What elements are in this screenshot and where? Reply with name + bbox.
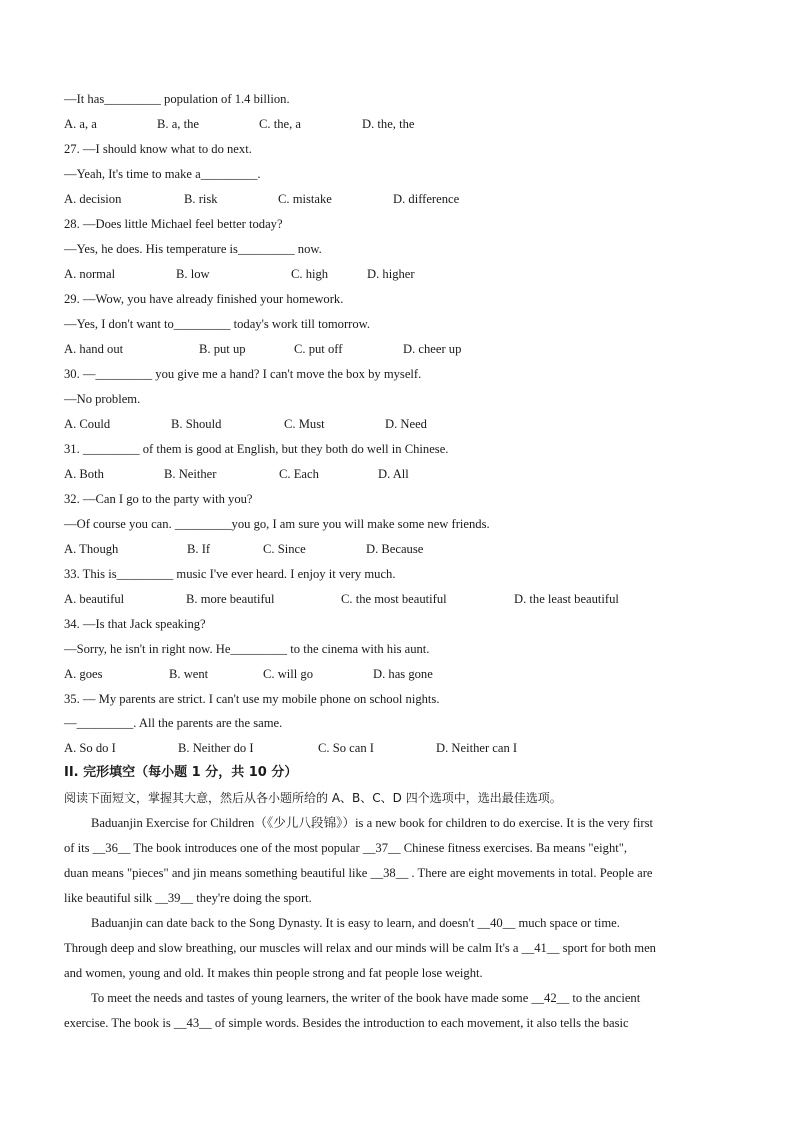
option-b: B. If bbox=[187, 542, 211, 556]
option-b: B. more beautiful bbox=[186, 592, 275, 606]
option-d: D. Neither can I bbox=[436, 741, 518, 755]
question-27-reply: —Yeah, It's time to make a_________. bbox=[64, 167, 261, 181]
option-a: A. Both bbox=[64, 467, 104, 481]
question-30-options bbox=[64, 413, 744, 435]
passage-line: duan means "pieces" and jin means something beautiful like __38__ . There are eight movements in total. People are bbox=[64, 866, 653, 880]
question-32-options bbox=[64, 538, 744, 560]
question-34-stem: 34. —Is that Jack speaking? bbox=[64, 617, 206, 631]
option-b: B. Neither do I bbox=[178, 741, 254, 755]
option-c: C. So can I bbox=[318, 741, 374, 755]
question-29-stem: 29. —Wow, you have already finished your homework. bbox=[64, 292, 344, 306]
option-d: D. higher bbox=[367, 267, 415, 281]
option-c: C. mistake bbox=[278, 192, 332, 206]
option-b: B. a, the bbox=[157, 117, 199, 131]
passage-line: To meet the needs and tastes of young learners, the writer of the book have made some __42__ to the ancient bbox=[91, 991, 641, 1005]
option-a: A. goes bbox=[64, 667, 103, 681]
question-33-stem: 33. This is_________ music I've ever heard. I enjoy it very much. bbox=[64, 567, 396, 581]
question-30-reply: —No problem. bbox=[64, 392, 141, 406]
option-a: A. So do I bbox=[64, 741, 116, 755]
option-c: C. will go bbox=[263, 667, 314, 681]
option-c: C. high bbox=[291, 267, 329, 281]
passage-line: exercise. The book is __43__ of simple words. Besides the introduction to each movement, it also tells the basic bbox=[64, 1016, 629, 1030]
option-a: A. decision bbox=[64, 192, 122, 206]
option-b: B. put up bbox=[199, 342, 246, 356]
passage-line: Baduanjin can date back to the Song Dynasty. It is easy to learn, and doesn't __40__ much space or time. bbox=[91, 916, 620, 930]
option-a: A. normal bbox=[64, 267, 116, 281]
question-32-stem: 32. —Can I go to the party with you? bbox=[64, 492, 253, 506]
question-35-stem: 35. — My parents are strict. I can't use my mobile phone on school nights. bbox=[64, 692, 440, 706]
option-d: D. Because bbox=[366, 542, 424, 556]
option-c: C. the most beautiful bbox=[341, 592, 447, 606]
option-a: A. Could bbox=[64, 417, 111, 431]
option-c: C. Since bbox=[263, 542, 306, 556]
option-d: D. the least beautiful bbox=[514, 592, 619, 606]
option-d: D. Need bbox=[385, 417, 427, 431]
option-a: A. Though bbox=[64, 542, 119, 556]
option-c: C. the, a bbox=[259, 117, 301, 131]
question-29-options bbox=[64, 338, 744, 360]
option-b: B. low bbox=[176, 267, 210, 281]
passage-line: of its __36__ The book introduces one of the most popular __37__ Chinese fitness exercises. Ba means "eight", bbox=[64, 841, 628, 855]
option-c: C. Must bbox=[284, 417, 325, 431]
question-28-stem: 28. —Does little Michael feel better today? bbox=[64, 217, 283, 231]
question-28-reply: —Yes, he does. His temperature is_________ now. bbox=[64, 242, 322, 256]
question-34-reply: —Sorry, he isn't in right now. He_________ to the cinema with his aunt. bbox=[64, 642, 430, 656]
passage-line: Through deep and slow breathing, our muscles will relax and our minds will be calm It's a __41__ sport for both men bbox=[64, 941, 656, 955]
section-heading: II. 完形填空（每小题 1 分，共 10 分） bbox=[64, 765, 298, 780]
question-34-options bbox=[64, 663, 744, 685]
option-b: B. risk bbox=[184, 192, 218, 206]
question-26-options bbox=[64, 113, 744, 135]
section-instruction: 阅读下面短文，掌握其大意，然后从各小题所给的 A、B、C、D 四个选项中，选出最佳选项。 bbox=[64, 791, 562, 805]
option-d: D. cheer up bbox=[403, 342, 462, 356]
passage-line: like beautiful silk __39__ they're doing the sport. bbox=[64, 891, 312, 905]
option-d: D. difference bbox=[393, 192, 460, 206]
option-a: A. a, a bbox=[64, 117, 97, 131]
question-26-stem: —It has_________ population of 1.4 billion. bbox=[64, 92, 290, 106]
option-a: A. beautiful bbox=[64, 592, 125, 606]
passage-line: and women, young and old. It makes thin people strong and fat people lose weight. bbox=[64, 966, 483, 980]
option-b: B. went bbox=[169, 667, 209, 681]
question-28-options bbox=[64, 263, 744, 285]
question-33-options bbox=[64, 588, 744, 610]
question-31-options bbox=[64, 463, 744, 485]
option-a: A. hand out bbox=[64, 342, 124, 356]
passage-line: Baduanjin Exercise for Children（《少儿八段锦》）is a new book for children to do exercise. It is the very first bbox=[91, 816, 654, 830]
option-d: D. the, the bbox=[362, 117, 415, 131]
question-31-stem: 31. _________ of them is good at English, but they both do well in Chinese. bbox=[64, 442, 449, 456]
question-35-options bbox=[64, 737, 744, 759]
option-d: D. has gone bbox=[373, 667, 433, 681]
question-27-options bbox=[64, 188, 744, 210]
option-c: C. put off bbox=[294, 342, 343, 356]
option-c: C. Each bbox=[279, 467, 319, 481]
question-35-reply: —_________. All the parents are the same. bbox=[64, 716, 283, 730]
option-b: B. Neither bbox=[164, 467, 217, 481]
option-d: D. All bbox=[378, 467, 409, 481]
question-32-reply: —Of course you can. _________you go, I am sure you will make some new friends. bbox=[64, 517, 490, 531]
option-b: B. Should bbox=[171, 417, 222, 431]
question-29-reply: —Yes, I don't want to_________ today's work till tomorrow. bbox=[64, 317, 371, 331]
question-30-stem: 30. —_________ you give me a hand? I can't move the box by myself. bbox=[64, 367, 422, 381]
question-27-stem: 27. —I should know what to do next. bbox=[64, 142, 252, 156]
